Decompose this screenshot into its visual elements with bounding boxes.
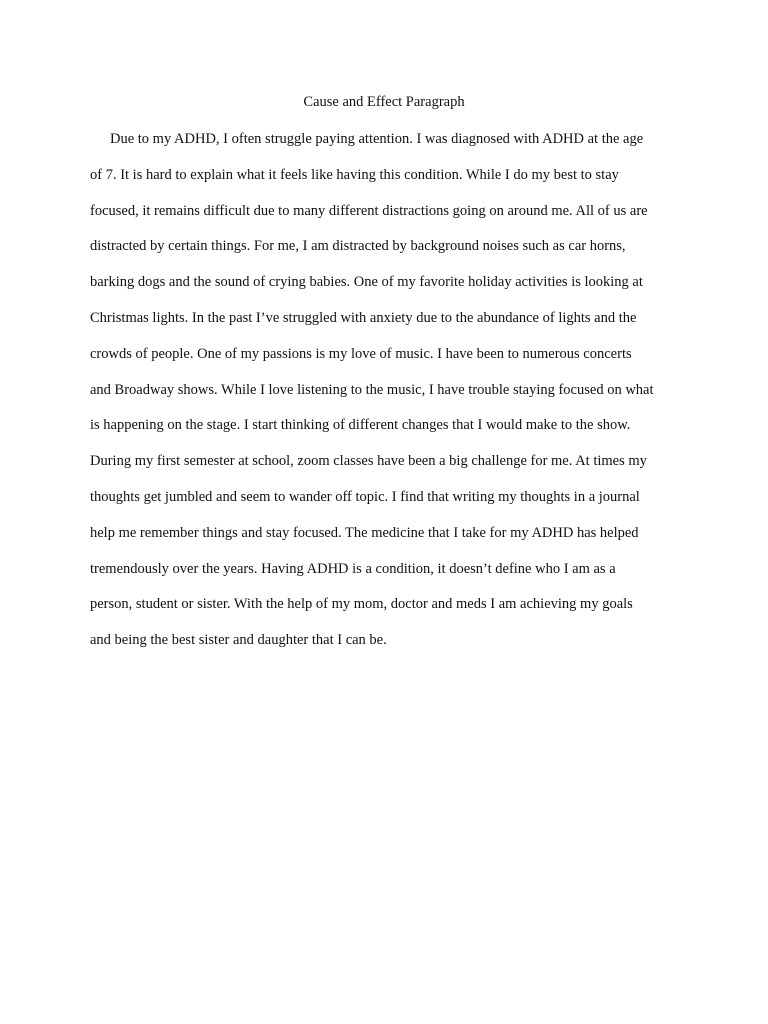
paragraph-line: Christmas lights. In the past I’ve struggled with anxiety due to the abundance of lights and the <box>90 309 637 326</box>
paragraph-line: tremendously over the years. Having ADHD is a condition, it doesn’t define who I am as a <box>90 560 616 577</box>
paragraph <box>90 124 682 661</box>
paragraph-line: barking dogs and the sound of crying babies. One of my favorite holiday activities is looking at <box>90 274 643 291</box>
paragraph-line: distracted by certain things. For me, I am distracted by background noises such as car horns, <box>90 238 626 255</box>
paragraph-line: crowds of people. One of my passions is my love of music. I have been to numerous concerts <box>90 345 632 362</box>
paragraph-line: and Broadway shows. While I love listening to the music, I have trouble staying focused on what <box>90 381 654 398</box>
paragraph-line: is happening on the stage. I start thinking of different changes that I would make to the show. <box>90 417 631 434</box>
paragraph-line: focused, it remains difficult due to many different distractions going on around me. All of us are <box>90 202 648 219</box>
paragraph-line: of 7. It is hard to explain what it feels like having this condition. While I do my best to stay <box>90 166 619 183</box>
paragraph-line: thoughts get jumbled and seem to wander off topic. I find that writing my thoughts in a journal <box>90 488 640 505</box>
paragraph-line: help me remember things and stay focused. The medicine that I take for my ADHD has helped <box>90 524 639 541</box>
paragraph-line: Due to my ADHD, I often struggle paying attention. I was diagnosed with ADHD at the age <box>110 131 644 147</box>
page-title: Cause and Effect Paragraph <box>303 94 465 110</box>
paragraph-line: person, student or sister. With the help of my mom, doctor and meds I am achieving my goals <box>90 596 633 613</box>
paragraph-line: During my first semester at school, zoom classes have been a big challenge for me. At times my <box>90 453 647 470</box>
paragraph-line: and being the best sister and daughter that I can be. <box>90 632 387 649</box>
